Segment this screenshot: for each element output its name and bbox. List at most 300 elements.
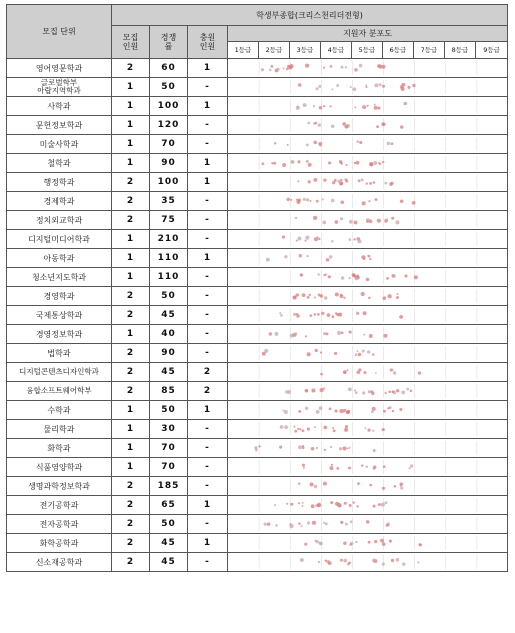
applicant-dot bbox=[372, 353, 375, 356]
applicant-dot bbox=[304, 543, 307, 546]
applicant-dot bbox=[343, 559, 347, 563]
table-row bbox=[7, 59, 508, 78]
applicant-dot bbox=[314, 313, 317, 316]
applicant-dot bbox=[379, 83, 382, 86]
applicant-dot bbox=[385, 218, 388, 221]
competition-rate: 210 bbox=[150, 230, 188, 249]
applicant-dot bbox=[315, 349, 318, 352]
applicant-dot bbox=[378, 503, 381, 506]
applicant-dot bbox=[313, 141, 317, 145]
applicant-dot bbox=[324, 296, 327, 299]
applicant-dot bbox=[323, 426, 327, 430]
applicant-dot bbox=[269, 69, 272, 72]
applicant-dot bbox=[261, 162, 264, 165]
competition-rate: 45 bbox=[150, 306, 188, 325]
applicant-dot bbox=[349, 331, 351, 333]
applicant-dot bbox=[361, 464, 363, 466]
recruit-count: 1 bbox=[112, 230, 150, 249]
applicant-dot bbox=[372, 430, 374, 432]
recruit-count: 2 bbox=[112, 382, 150, 401]
applicant-dot bbox=[300, 558, 304, 562]
applicant-dot bbox=[343, 296, 346, 299]
applicant-dot bbox=[318, 238, 320, 240]
applicant-dot bbox=[358, 368, 361, 371]
extra-count: - bbox=[188, 116, 228, 135]
applicant-dot bbox=[258, 445, 260, 447]
applicant-dot bbox=[372, 407, 376, 411]
recruit-count: 2 bbox=[112, 211, 150, 230]
applicant-dot bbox=[371, 390, 373, 392]
applicant-dot bbox=[345, 523, 348, 526]
applicant-dot bbox=[267, 522, 271, 526]
applicant-dot bbox=[346, 369, 348, 371]
applicant-dot bbox=[355, 541, 357, 543]
applicant-dot bbox=[269, 332, 272, 335]
applicant-dot bbox=[374, 540, 377, 543]
applicant-dot bbox=[391, 142, 394, 145]
applicant-dot bbox=[407, 86, 410, 89]
grade-header: 3등급 bbox=[290, 42, 321, 59]
applicant-dot bbox=[362, 201, 366, 205]
applicant-dot bbox=[296, 106, 300, 110]
applicant-dot bbox=[298, 522, 301, 525]
applicant-dot bbox=[319, 542, 322, 545]
unit-name: 법학과 bbox=[7, 344, 112, 363]
competition-rate: 50 bbox=[150, 287, 188, 306]
applicant-dot bbox=[274, 332, 278, 336]
applicant-dot bbox=[336, 84, 339, 87]
recruit-count: 2 bbox=[112, 287, 150, 306]
applicant-dot bbox=[319, 106, 322, 109]
table-row bbox=[7, 249, 508, 268]
applicant-dot bbox=[322, 198, 324, 200]
extra-count: 2 bbox=[188, 363, 228, 382]
extra-count: 1 bbox=[188, 534, 228, 553]
applicant-dot bbox=[340, 161, 343, 164]
unit-name: 융합소프트웨어학부 bbox=[7, 382, 112, 401]
applicant-dot bbox=[286, 198, 289, 201]
applicant-dot bbox=[339, 447, 342, 450]
applicant-dot bbox=[365, 84, 367, 86]
applicant-dot bbox=[313, 178, 317, 182]
applicant-dot bbox=[366, 465, 369, 468]
applicant-dot bbox=[354, 106, 356, 108]
applicant-dot bbox=[361, 178, 364, 181]
distribution-plot bbox=[228, 78, 508, 97]
extra-count: 1 bbox=[188, 154, 228, 173]
applicant-dot bbox=[405, 102, 408, 105]
applicant-dot bbox=[396, 293, 398, 295]
applicant-dot bbox=[382, 487, 385, 490]
unit-name: 수학과 bbox=[7, 401, 112, 420]
competition-rate: 100 bbox=[150, 97, 188, 116]
recruit-count: 2 bbox=[112, 515, 150, 534]
applicant-dot bbox=[368, 200, 370, 202]
competition-rate: 85 bbox=[150, 382, 188, 401]
applicant-dot bbox=[354, 390, 356, 392]
table-row bbox=[7, 477, 508, 496]
applicant-dot bbox=[383, 465, 386, 468]
applicant-dot bbox=[348, 238, 351, 241]
applicant-dot bbox=[401, 391, 405, 395]
applicant-dot bbox=[342, 446, 346, 450]
table-row bbox=[7, 401, 508, 420]
applicant-dot bbox=[374, 198, 377, 201]
distribution-plot bbox=[228, 268, 508, 287]
table-row bbox=[7, 420, 508, 439]
applicant-dot bbox=[382, 562, 385, 565]
applicant-dot bbox=[286, 68, 289, 71]
admission-table bbox=[6, 4, 508, 572]
applicant-dot bbox=[363, 311, 367, 315]
applicant-dot bbox=[383, 410, 386, 413]
unit-name: 정치외교학과 bbox=[7, 211, 112, 230]
applicant-dot bbox=[346, 164, 348, 166]
applicant-dot bbox=[308, 180, 311, 183]
applicant-dot bbox=[374, 104, 376, 106]
distribution-plot bbox=[228, 496, 508, 515]
applicant-dot bbox=[356, 505, 358, 507]
applicant-dot bbox=[412, 84, 415, 87]
applicant-dot bbox=[318, 273, 320, 275]
applicant-dot bbox=[367, 105, 369, 107]
applicant-dot bbox=[336, 313, 339, 316]
applicant-dot bbox=[344, 428, 348, 432]
applicant-dot bbox=[385, 501, 388, 504]
applicant-dot bbox=[388, 294, 392, 298]
applicant-dot bbox=[305, 64, 309, 68]
applicant-dot bbox=[359, 64, 363, 68]
applicant-dot bbox=[287, 65, 290, 68]
applicant-dot bbox=[414, 275, 418, 279]
applicant-dot bbox=[314, 485, 318, 489]
distribution-plot bbox=[228, 515, 508, 534]
distribution-plot bbox=[228, 382, 508, 401]
table-row bbox=[7, 325, 508, 344]
applicant-dot bbox=[329, 466, 333, 470]
applicant-dot bbox=[261, 68, 264, 71]
unit-name: 행정학과 bbox=[7, 173, 112, 192]
applicant-dot bbox=[313, 216, 317, 220]
applicant-dot bbox=[308, 163, 312, 167]
applicant-dot bbox=[318, 123, 321, 126]
unit-name: 사학과 bbox=[7, 97, 112, 116]
recruit-count: 2 bbox=[112, 59, 150, 78]
applicant-dot bbox=[297, 428, 299, 430]
applicant-dot bbox=[348, 387, 352, 391]
applicant-dot bbox=[330, 65, 333, 68]
applicant-dot bbox=[368, 541, 371, 544]
applicant-dot bbox=[366, 182, 368, 184]
applicant-dot bbox=[418, 371, 421, 374]
applicant-dot bbox=[418, 543, 420, 545]
applicant-dot bbox=[383, 334, 387, 338]
applicant-dot bbox=[298, 502, 300, 504]
applicant-dot bbox=[340, 201, 344, 205]
applicant-dot bbox=[358, 179, 361, 182]
unit-name: 철학과 bbox=[7, 154, 112, 173]
applicant-dot bbox=[302, 429, 305, 432]
applicant-dot bbox=[341, 276, 344, 279]
applicant-dot bbox=[296, 293, 299, 296]
applicant-dot bbox=[365, 86, 367, 88]
competition-rate: 185 bbox=[150, 477, 188, 496]
applicant-dot bbox=[361, 255, 365, 259]
unit-name: 생명과학정보학과 bbox=[7, 477, 112, 496]
applicant-dot bbox=[262, 352, 266, 356]
applicant-dot bbox=[338, 504, 340, 506]
applicant-dot bbox=[373, 465, 376, 468]
applicant-dot bbox=[298, 445, 302, 449]
applicant-dot bbox=[300, 274, 302, 276]
recruit-count: 2 bbox=[112, 363, 150, 382]
table-row bbox=[7, 211, 508, 230]
unit-name: 전자공학과 bbox=[7, 515, 112, 534]
extra-count: - bbox=[188, 211, 228, 230]
applicant-dot bbox=[306, 198, 309, 201]
competition-rate: 70 bbox=[150, 439, 188, 458]
applicant-dot bbox=[377, 106, 380, 109]
applicant-dot bbox=[323, 105, 325, 107]
applicant-dot bbox=[374, 106, 378, 110]
applicant-dot bbox=[367, 255, 369, 257]
applicant-dot bbox=[314, 296, 316, 298]
recruit-count: 1 bbox=[112, 249, 150, 268]
applicant-dot bbox=[319, 406, 323, 410]
recruit-count: 1 bbox=[112, 116, 150, 135]
applicant-dot bbox=[284, 410, 288, 414]
applicant-dot bbox=[337, 180, 340, 183]
competition-rate: 60 bbox=[150, 59, 188, 78]
applicant-dot bbox=[320, 388, 324, 392]
applicant-dot bbox=[307, 521, 310, 524]
grade-header: 6등급 bbox=[383, 42, 414, 59]
applicant-dot bbox=[345, 66, 347, 68]
applicant-dot bbox=[349, 220, 353, 224]
distribution-plot bbox=[228, 401, 508, 420]
applicant-dot bbox=[367, 350, 370, 353]
applicant-dot bbox=[382, 85, 385, 88]
applicant-dot bbox=[355, 391, 358, 394]
applicant-dot bbox=[371, 410, 374, 413]
applicant-dot bbox=[290, 199, 292, 201]
applicant-dot bbox=[297, 180, 299, 182]
applicant-dot bbox=[387, 142, 390, 145]
applicant-dot bbox=[386, 277, 389, 280]
unit-name: 청소년지도학과 bbox=[7, 268, 112, 287]
applicant-dot bbox=[299, 254, 302, 257]
grade-header: 1등급 bbox=[228, 42, 259, 59]
grade-header: 4등급 bbox=[321, 42, 352, 59]
table-row bbox=[7, 230, 508, 249]
applicant-dot bbox=[303, 103, 307, 107]
applicant-dot bbox=[343, 409, 346, 412]
applicant-dot bbox=[295, 217, 298, 220]
grade-header: 2등급 bbox=[259, 42, 290, 59]
applicant-dot bbox=[334, 220, 338, 224]
applicant-dot bbox=[274, 142, 276, 144]
recruit-count: 2 bbox=[112, 306, 150, 325]
distribution-plot bbox=[228, 249, 508, 268]
applicant-dot bbox=[312, 521, 316, 525]
applicant-dot bbox=[303, 198, 306, 201]
distribution-plot bbox=[228, 192, 508, 211]
extra-count: - bbox=[188, 344, 228, 363]
applicant-dot bbox=[400, 85, 403, 88]
distribution-plot bbox=[228, 116, 508, 135]
applicant-dot bbox=[331, 199, 335, 203]
unit-name: 국제통상학과 bbox=[7, 306, 112, 325]
applicant-dot bbox=[274, 504, 276, 506]
applicant-dot bbox=[336, 467, 339, 470]
applicant-dot bbox=[369, 334, 373, 338]
applicant-dot bbox=[402, 562, 405, 565]
applicant-dot bbox=[290, 64, 294, 68]
applicant-dot bbox=[363, 371, 366, 374]
applicant-dot bbox=[322, 220, 326, 224]
table-row bbox=[7, 515, 508, 534]
applicant-dot bbox=[381, 541, 383, 543]
applicant-dot bbox=[350, 86, 352, 88]
extra-count: - bbox=[188, 439, 228, 458]
recruit-count: 1 bbox=[112, 97, 150, 116]
applicant-dot bbox=[367, 428, 370, 431]
applicant-dot bbox=[316, 410, 320, 414]
applicant-dot bbox=[369, 162, 373, 166]
applicant-dot bbox=[320, 294, 324, 298]
applicant-dot bbox=[309, 294, 311, 296]
grade-header: 5등급 bbox=[352, 42, 383, 59]
applicant-dot bbox=[285, 390, 288, 393]
competition-rate: 35 bbox=[150, 192, 188, 211]
applicant-dot bbox=[357, 239, 361, 243]
extra-count: - bbox=[188, 325, 228, 344]
unit-name: 신소재공학과 bbox=[7, 553, 112, 572]
applicant-dot bbox=[417, 561, 419, 563]
applicant-dot bbox=[355, 353, 357, 355]
applicant-dot bbox=[354, 221, 358, 225]
table-row bbox=[7, 268, 508, 287]
applicant-dot bbox=[294, 332, 297, 335]
distribution-plot bbox=[228, 553, 508, 572]
competition-rate: 70 bbox=[150, 135, 188, 154]
applicant-dot bbox=[327, 313, 331, 317]
extra-count: 1 bbox=[188, 401, 228, 420]
recruit-count: 1 bbox=[112, 135, 150, 154]
applicant-dot bbox=[313, 123, 315, 125]
applicant-dot bbox=[352, 501, 354, 503]
applicant-dot bbox=[356, 350, 358, 352]
extra-count: - bbox=[188, 268, 228, 287]
table-row bbox=[7, 306, 508, 325]
extra-count: - bbox=[188, 477, 228, 496]
recruit-count: 1 bbox=[112, 439, 150, 458]
applicant-dot bbox=[368, 390, 371, 393]
unit-name: 물리학과 bbox=[7, 420, 112, 439]
applicant-dot bbox=[410, 464, 413, 467]
applicant-dot bbox=[307, 427, 310, 430]
competition-rate: 50 bbox=[150, 401, 188, 420]
applicant-dot bbox=[404, 274, 407, 277]
applicant-dot bbox=[348, 561, 351, 564]
applicant-dot bbox=[266, 258, 270, 262]
applicant-dot bbox=[382, 123, 384, 125]
applicant-dot bbox=[294, 430, 297, 433]
applicant-dot bbox=[382, 161, 384, 163]
applicant-dot bbox=[270, 65, 273, 68]
unit-name: 경제학과 bbox=[7, 192, 112, 211]
header-unit: 모집 단위 bbox=[7, 5, 112, 59]
applicant-dot bbox=[382, 428, 385, 431]
applicant-dot bbox=[309, 482, 313, 486]
applicant-dot bbox=[282, 235, 285, 238]
extra-count: - bbox=[188, 553, 228, 572]
applicant-dot bbox=[331, 240, 334, 243]
applicant-dot bbox=[334, 409, 337, 412]
applicant-dot bbox=[286, 503, 288, 505]
applicant-dot bbox=[333, 429, 336, 432]
extra-count: - bbox=[188, 78, 228, 97]
applicant-dot bbox=[332, 427, 334, 429]
recruit-count: 2 bbox=[112, 553, 150, 572]
unit-name: 문헌정보학과 bbox=[7, 116, 112, 135]
distribution-plot bbox=[228, 97, 508, 116]
applicant-dot bbox=[290, 503, 293, 506]
applicant-dot bbox=[410, 390, 413, 393]
distribution-plot bbox=[228, 458, 508, 477]
applicant-dot bbox=[387, 407, 389, 409]
applicant-dot bbox=[311, 447, 314, 450]
applicant-dot bbox=[375, 372, 377, 374]
applicant-dot bbox=[302, 464, 305, 467]
applicant-dot bbox=[391, 217, 394, 220]
applicant-dot bbox=[263, 522, 266, 525]
applicant-dot bbox=[343, 542, 346, 545]
unit-name: 식품영양학과 bbox=[7, 458, 112, 477]
applicant-dot bbox=[408, 467, 410, 469]
applicant-dot bbox=[369, 484, 372, 487]
distribution-plot bbox=[228, 325, 508, 344]
distribution-plot bbox=[228, 211, 508, 230]
competition-rate: 75 bbox=[150, 211, 188, 230]
applicant-dot bbox=[346, 411, 348, 413]
table-row bbox=[7, 534, 508, 553]
applicant-dot bbox=[393, 371, 397, 375]
applicant-dot bbox=[344, 502, 347, 505]
unit-name: 아동학과 bbox=[7, 249, 112, 268]
unit-name: 디지털콘텐츠디자인학과 bbox=[7, 363, 112, 382]
applicant-dot bbox=[384, 392, 387, 395]
applicant-dot bbox=[326, 258, 329, 261]
applicant-dot bbox=[366, 520, 369, 523]
applicant-dot bbox=[347, 447, 349, 449]
applicant-dot bbox=[369, 258, 371, 260]
competition-rate: 100 bbox=[150, 173, 188, 192]
applicant-dot bbox=[334, 352, 337, 355]
applicant-dot bbox=[400, 125, 403, 128]
recruit-count: 1 bbox=[112, 78, 150, 97]
applicant-dot bbox=[340, 294, 344, 298]
distribution-plot bbox=[228, 439, 508, 458]
competition-rate: 110 bbox=[150, 249, 188, 268]
applicant-dot bbox=[393, 485, 396, 488]
distribution-plot bbox=[228, 344, 508, 363]
applicant-dot bbox=[331, 125, 335, 129]
applicant-dot bbox=[298, 237, 302, 241]
grade-header: 8등급 bbox=[445, 42, 476, 59]
competition-rate: 45 bbox=[150, 553, 188, 572]
applicant-dot bbox=[376, 125, 379, 128]
